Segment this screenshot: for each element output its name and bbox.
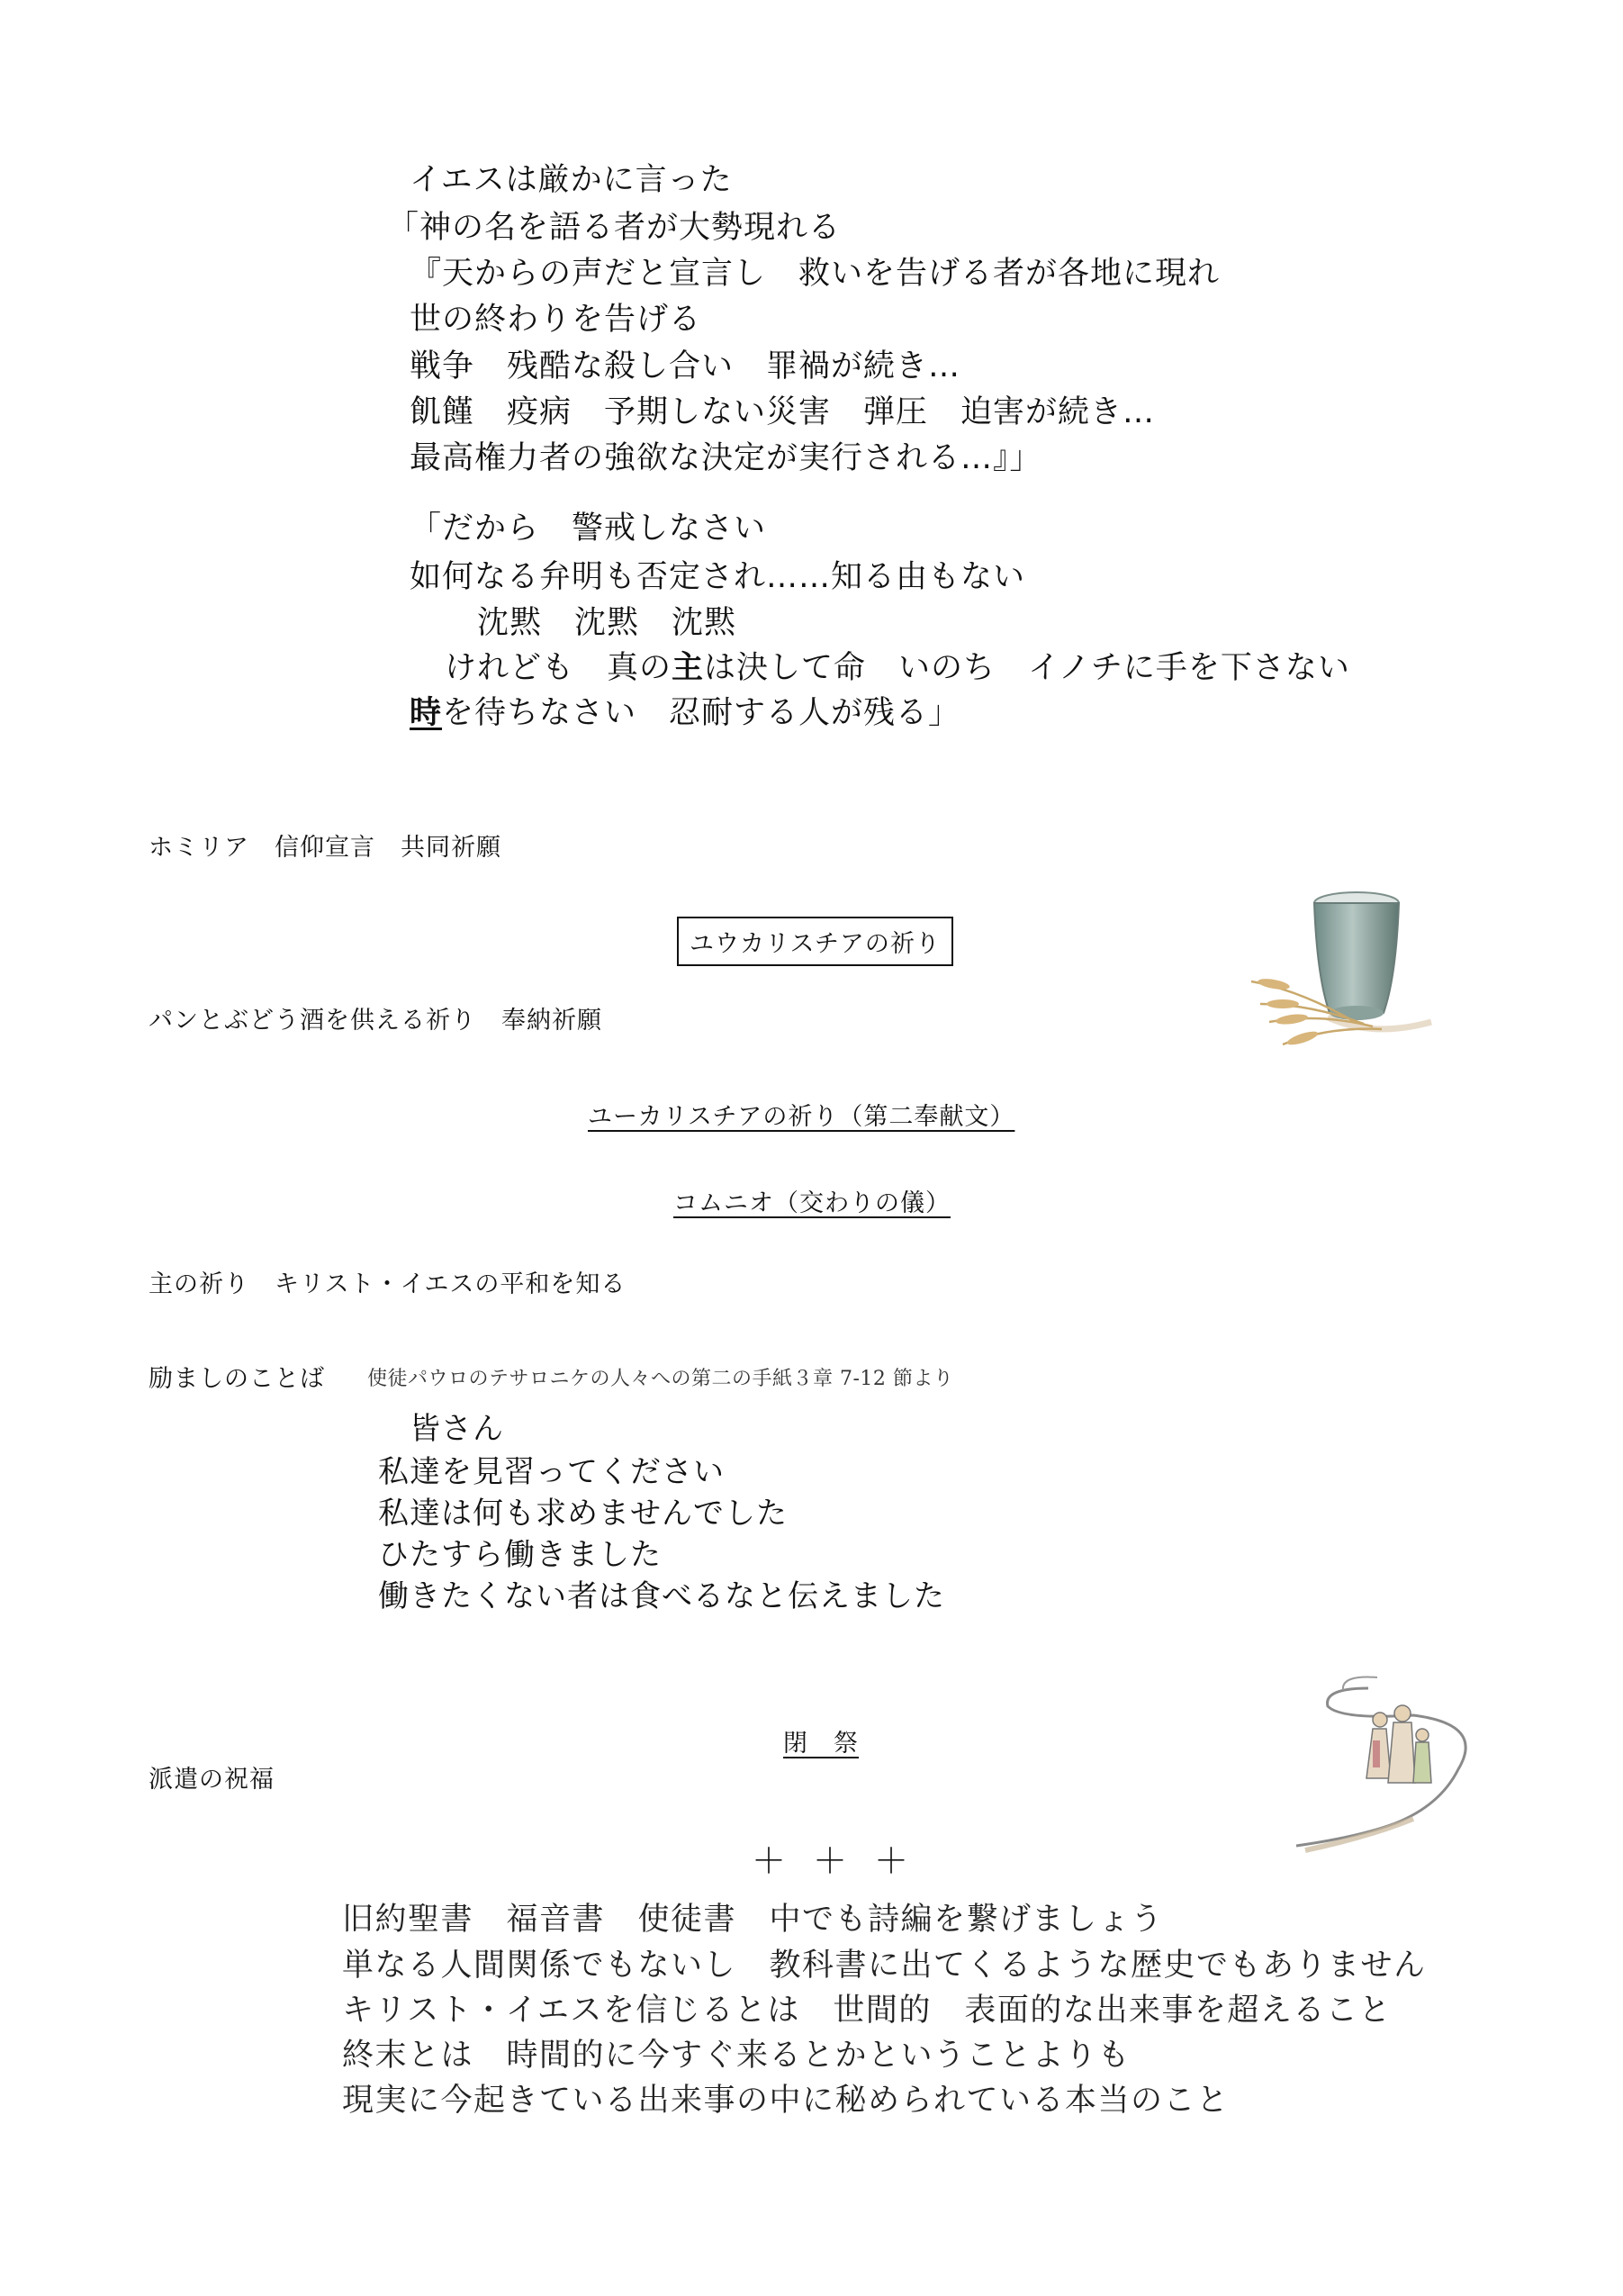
reading-line: 如何なる弁明も否定され……知る由もない [410,559,1026,595]
encouragement-line: ひたすら働きました [378,1537,662,1573]
reflection-line: 現実に今起きている出来事の中に秘められている本当のこと [342,2083,1230,2119]
eucharist-title: ユウカリスチアの祈り [677,917,953,966]
reading-line: 戦争 残酷な殺し合い 罪禍が続き… [410,348,961,384]
reading-line [410,695,961,731]
reading-line: 『天からの声だと宣言し 救いを告げる者が各地に現れ [410,256,1221,292]
reading-text: は決して命 いのち イノチに手を下さない [704,650,1350,686]
encouragement-line: 私達を見習ってください [378,1454,725,1490]
reading-text: を待ちなさい 忍耐する人が残る」 [442,695,961,731]
homily-line: ホミリア 信仰宣言 共同祈願 [149,834,501,862]
pilgrims-illustration [1287,1670,1503,1855]
encouragement-line: 私達は何も求めませんでした [378,1496,788,1532]
blessing-line: 派遣の祝福 [149,1766,275,1794]
chalice-wheat-illustration [1247,878,1445,1080]
reading-text: けれども 真の [445,650,672,686]
lords-prayer-line: 主の祈り キリスト・イエスの平和を知る [149,1270,627,1298]
reflection-line: 旧約聖書 福音書 使徒書 中でも詩編を繋げましょう [342,1902,1164,1938]
reading-line [445,650,1350,686]
reading-line: イエスは厳かに言った [410,162,733,198]
encouragement-source: 使徒パウロのテサロニケの人々への第二の手紙３章 7-12 節より [367,1368,954,1390]
reflection-line: キリスト・イエスを信じるとは 世間的 表面的な出来事を超えること [342,1993,1392,2029]
encouragement-label: 励ましのことば [149,1365,325,1393]
encouragement-line: 働きたくない者は食べるなと伝えました [378,1578,945,1614]
reading-line: 最高権力者の強欲な決定が実行される…』」 [410,440,1042,476]
reading-line: 沈黙 沈黙 沈黙 [477,605,737,641]
reading-emphasis: 主 [672,650,705,686]
eucharistic-prayer-heading: ユーカリスチアの祈り（第二奉献文） [588,1103,1015,1131]
reading-emphasis: 時 [410,695,443,731]
reflection-line: 単なる人間関係でもないし 教科書に出てくるような歴史でもありません [342,1948,1427,1984]
reading-line: 「神の名を語る者が大勢現れる [387,210,842,246]
encouragement-line: 皆さん [410,1411,504,1447]
communion-heading: コムニオ（交わりの儀） [673,1189,951,1217]
offertory-line: パンとぶどう酒を供える祈り 奉納祈願 [149,1007,602,1035]
reading-line: 飢饉 疫病 予期しない災害 弾圧 迫害が続き… [410,394,1156,430]
reading-line: 世の終わりを告げる [410,302,702,338]
reading-line: 「だから 警戒しなさい [410,511,767,547]
closing-heading: 閉 祭 [783,1730,859,1758]
cross-separator: ＋＋＋ [752,1841,936,1881]
reflection-line: 終末とは 時間的に今すぐ来るとかということよりも [342,2038,1132,2074]
